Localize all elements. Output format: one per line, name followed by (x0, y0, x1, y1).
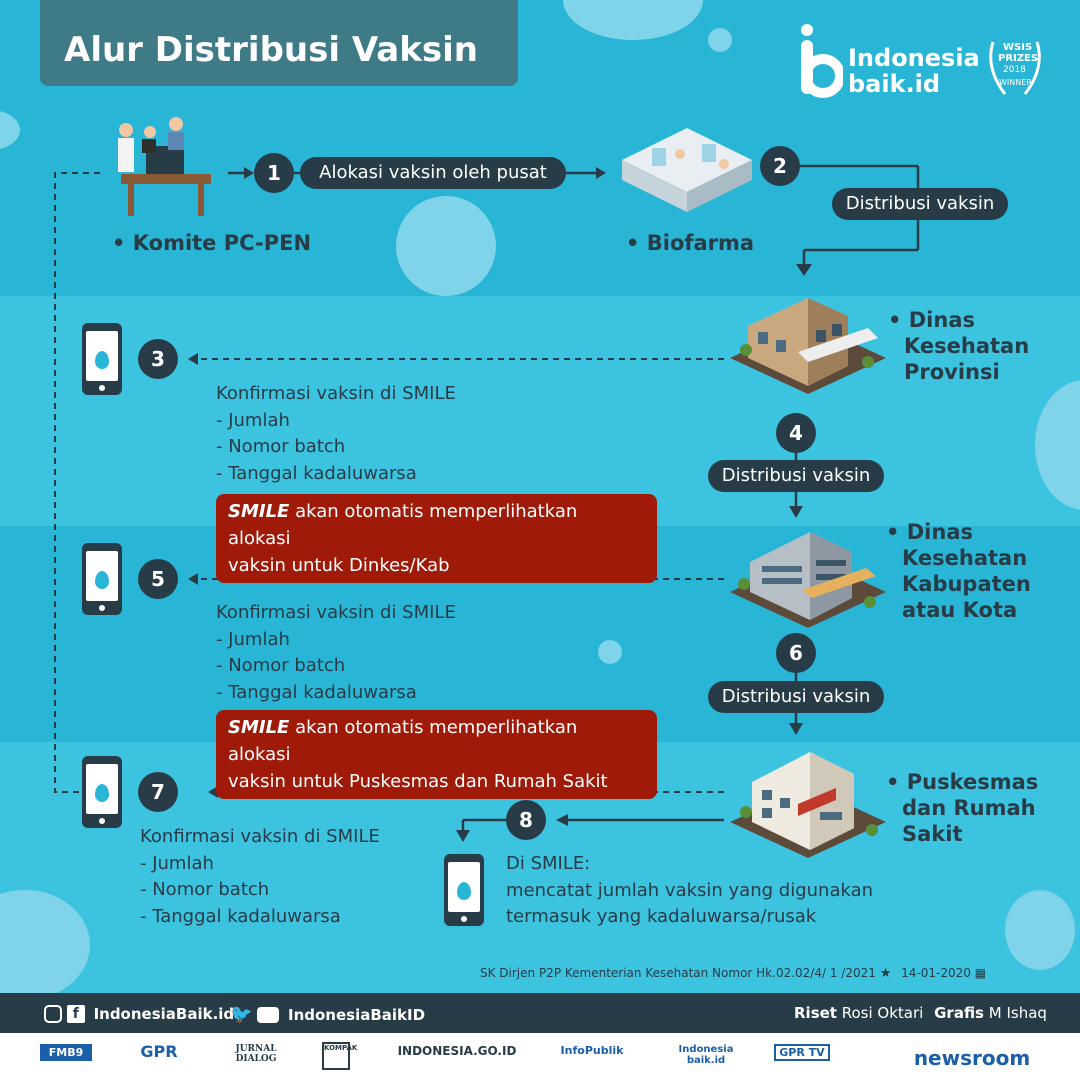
twitter-icon: 🐦 (230, 1004, 253, 1025)
note-text: vaksin untuk Dinkes/Kab (228, 555, 450, 576)
bullet: • (112, 231, 133, 255)
confirm-step-5 (216, 600, 456, 706)
step-2-label: Distribusi vaksin (832, 188, 1008, 220)
node-komite (112, 230, 311, 256)
confirm-text: Konfirmasi vaksin di SMILE (216, 602, 456, 623)
smile-phone-icon (82, 756, 122, 828)
brand-name-2: baik.id (848, 70, 941, 98)
provincial-office-illustration (728, 286, 888, 394)
instagram-icon (44, 1005, 62, 1023)
node-biofarma-label: Biofarma (646, 231, 755, 255)
confirm-text: Konfirmasi vaksin di SMILE (216, 383, 456, 404)
brand-name-1: Indonesia (848, 44, 980, 72)
partner-logo-indonesia-go-id: INDONESIA.GO.ID (397, 1044, 517, 1058)
confirm-text: - Tanggal kadaluwarsa (216, 462, 417, 484)
bullet: • (886, 520, 907, 544)
node-dinkes-kabupaten (886, 519, 1031, 623)
pin-icon: ★ (879, 966, 892, 981)
partner-logo-fmb9: FMB9 (40, 1044, 92, 1061)
step8-text: mencatat jumlah vaksin yang digunakan (506, 879, 874, 901)
partner-logo-kompak: KOMPAK (322, 1042, 350, 1070)
step-4-label: Distribusi vaksin (708, 460, 884, 492)
credit-name: M Ishaq (988, 1004, 1047, 1022)
node-text: Sakit (902, 822, 963, 846)
hospital-illustration (728, 742, 888, 860)
node-biofarma (626, 230, 754, 256)
source-date: 14-01-2020 (901, 966, 971, 980)
smile-phone-icon (82, 543, 122, 615)
confirm-text: - Jumlah (216, 628, 290, 650)
step-number-5: 5 (138, 559, 178, 599)
confirm-step-3 (216, 381, 456, 487)
award-text: PRIZES (998, 53, 1039, 64)
step8-text: Di SMILE: (506, 853, 591, 874)
partner-logo-infopublik: InfoPublik (560, 1044, 624, 1057)
page-title: Alur Distribusi Vaksin (64, 30, 478, 70)
partner-logo-gprtv: GPR TV (774, 1044, 830, 1061)
calendar-icon: ▦ (974, 966, 987, 980)
confirm-text: - Tanggal kadaluwarsa (216, 681, 417, 703)
partner-logo-indonesiabaik: Indonesia baik.id (678, 1044, 734, 1066)
note-text: akan otomatis memperlihatkan alokasi (228, 717, 578, 765)
confirm-step-7 (140, 824, 380, 930)
handle-text: IndonesiaBaik.id (93, 1004, 235, 1023)
regency-office-illustration (728, 518, 888, 628)
step-8-description (506, 851, 873, 931)
node-text: Kabupaten (902, 572, 1031, 596)
step-number-3: 3 (138, 339, 178, 379)
source-citation (480, 966, 986, 981)
source-text: SK Dirjen P2P Kementerian Kesehatan Nomor Hk.02.02/4/ 1 /2021 (480, 966, 876, 980)
node-text: dan Rumah (902, 796, 1036, 820)
bullet: • (886, 770, 907, 794)
bullet: • (626, 231, 647, 255)
node-text: Dinas (906, 520, 973, 544)
node-text: Dinas (908, 308, 975, 332)
node-text: Kesehatan (902, 546, 1028, 570)
smile-note-2 (216, 710, 657, 799)
handle-text: IndonesiaBaikID (287, 1005, 426, 1024)
step-number-4: 4 (776, 413, 816, 453)
credit-name: Rosi Oktari (841, 1004, 924, 1022)
smile-phone-icon (444, 854, 484, 926)
credits (794, 1004, 1047, 1022)
smile-bold: SMILE (228, 501, 290, 522)
step-number-1: 1 (254, 153, 294, 193)
social-handle-mid[interactable] (230, 1004, 425, 1025)
step-number-2: 2 (760, 146, 800, 186)
confirm-text: Konfirmasi vaksin di SMILE (140, 826, 380, 847)
partner-logo-jurnal: JURNAL DIALOG (235, 1044, 277, 1064)
confirm-text: - Tanggal kadaluwarsa (140, 905, 341, 927)
step-1-label: Alokasi vaksin oleh pusat (300, 157, 566, 189)
confirm-text: - Nomor batch (216, 655, 346, 676)
lab-illustration (612, 120, 762, 220)
node-puskesmas (886, 769, 1038, 847)
facebook-icon: f (67, 1005, 85, 1023)
bullet: • (888, 308, 909, 332)
smile-phone-icon (82, 323, 122, 395)
node-dinkes-provinsi (888, 307, 1029, 385)
partner-logo-newsroom: newsroom (913, 1046, 1031, 1070)
award-text: WSIS (1003, 42, 1033, 53)
note-text: vaksin untuk Puskesmas dan Rumah Sakit (228, 771, 608, 792)
confirm-text: - Nomor batch (216, 436, 346, 457)
step8-text: termasuk yang kadaluwarsa/rusak (506, 906, 817, 927)
confirm-text: - Jumlah (140, 852, 214, 874)
node-text: Kesehatan (904, 334, 1030, 358)
node-text: atau Kota (902, 598, 1018, 622)
credit-label: Grafis (934, 1004, 984, 1022)
smile-bold: SMILE (228, 717, 290, 738)
confirm-text: - Nomor batch (140, 879, 270, 900)
award-text: WINNER (999, 78, 1032, 87)
note-text: akan otomatis memperlihatkan alokasi (228, 501, 578, 549)
confirm-text: - Jumlah (216, 409, 290, 431)
smile-note-1 (216, 494, 657, 583)
award-text: 2018 (1003, 65, 1026, 75)
node-komite-label: Komite PC-PEN (132, 231, 312, 255)
office-illustration (106, 112, 216, 220)
social-handle-left[interactable] (44, 1004, 234, 1023)
step-6-label: Distribusi vaksin (708, 681, 884, 713)
node-text: Provinsi (904, 360, 1000, 384)
step-number-6: 6 (776, 633, 816, 673)
step-number-8: 8 (506, 800, 546, 840)
credit-label: Riset (794, 1004, 837, 1022)
step-number-7: 7 (138, 772, 178, 812)
youtube-icon (257, 1007, 279, 1023)
node-text: Puskesmas (906, 770, 1039, 794)
partner-logo-gpr: GPR (140, 1042, 178, 1061)
